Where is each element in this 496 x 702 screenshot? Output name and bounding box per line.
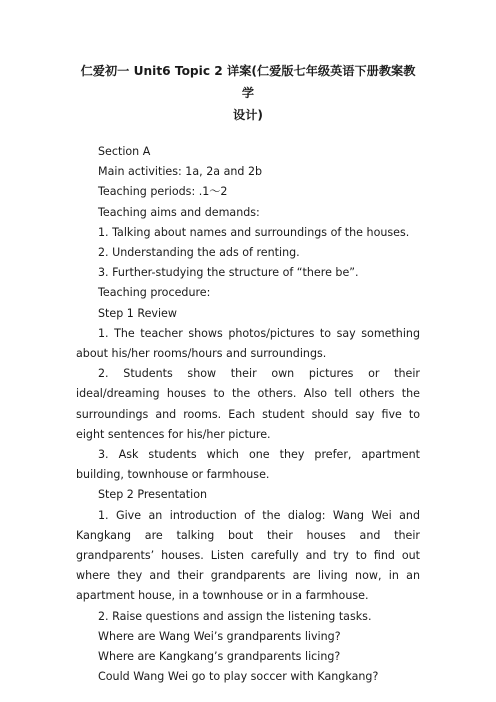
step1-item: 3. Ask students which one they prefer, apartment building, townhouse or farmhouse. (76, 448, 420, 482)
teaching-periods: Teaching periods: .1～2 (98, 185, 228, 199)
listening-question: Where are Kangkang’s grandparents licing? (98, 650, 341, 664)
step2-heading: Step 2 Presentation (98, 488, 208, 502)
step1-item: 1. The teacher shows photos/pictures to say something about his/her rooms/hours and surroundings. (76, 326, 420, 361)
title-line-2: 设计) (233, 108, 263, 122)
step1-heading: Step 1 Review (98, 306, 177, 320)
aim-item: 2. Understanding the ads of renting. (98, 246, 300, 260)
document-title (76, 60, 420, 126)
step1-item: 2. Students show their own pictures or their ideal/dreaming houses to the others. Also tell others the surroundings and rooms. Each student should say five to eight sentences for his/her picture. (76, 367, 420, 441)
aim-item: 3. Further-studying the structure of “there be”. (98, 266, 359, 280)
section-label: Section A (98, 145, 151, 158)
procedure-heading: Teaching procedure: (98, 286, 211, 300)
aims-heading: Teaching aims and demands: (98, 205, 260, 219)
listening-question: Could Wang Wei go to play soccer with Kangkang? (98, 670, 379, 684)
step2-item: 1. Give an introduction of the dialog: Wang Wei and Kangkang are talking bout their houses and their grandparents’ houses. Listen carefully and try to find out where they and their grandparents are living now, in an apartment house, in a townhouse or in a farmhouse. (76, 508, 420, 603)
aim-item: 1. Talking about names and surroundings of the houses. (98, 225, 410, 239)
main-activities: Main activities: 1a, 2a and 2b (98, 165, 263, 179)
title-line-1: 仁爱初一 Unit6 Topic 2 详案(仁爱版七年级英语下册教案教学 (80, 64, 416, 100)
listening-question: Where are Wang Wei’s grandparents living? (98, 629, 341, 643)
step2-item: 2. Raise questions and assign the listening tasks. (98, 609, 372, 623)
